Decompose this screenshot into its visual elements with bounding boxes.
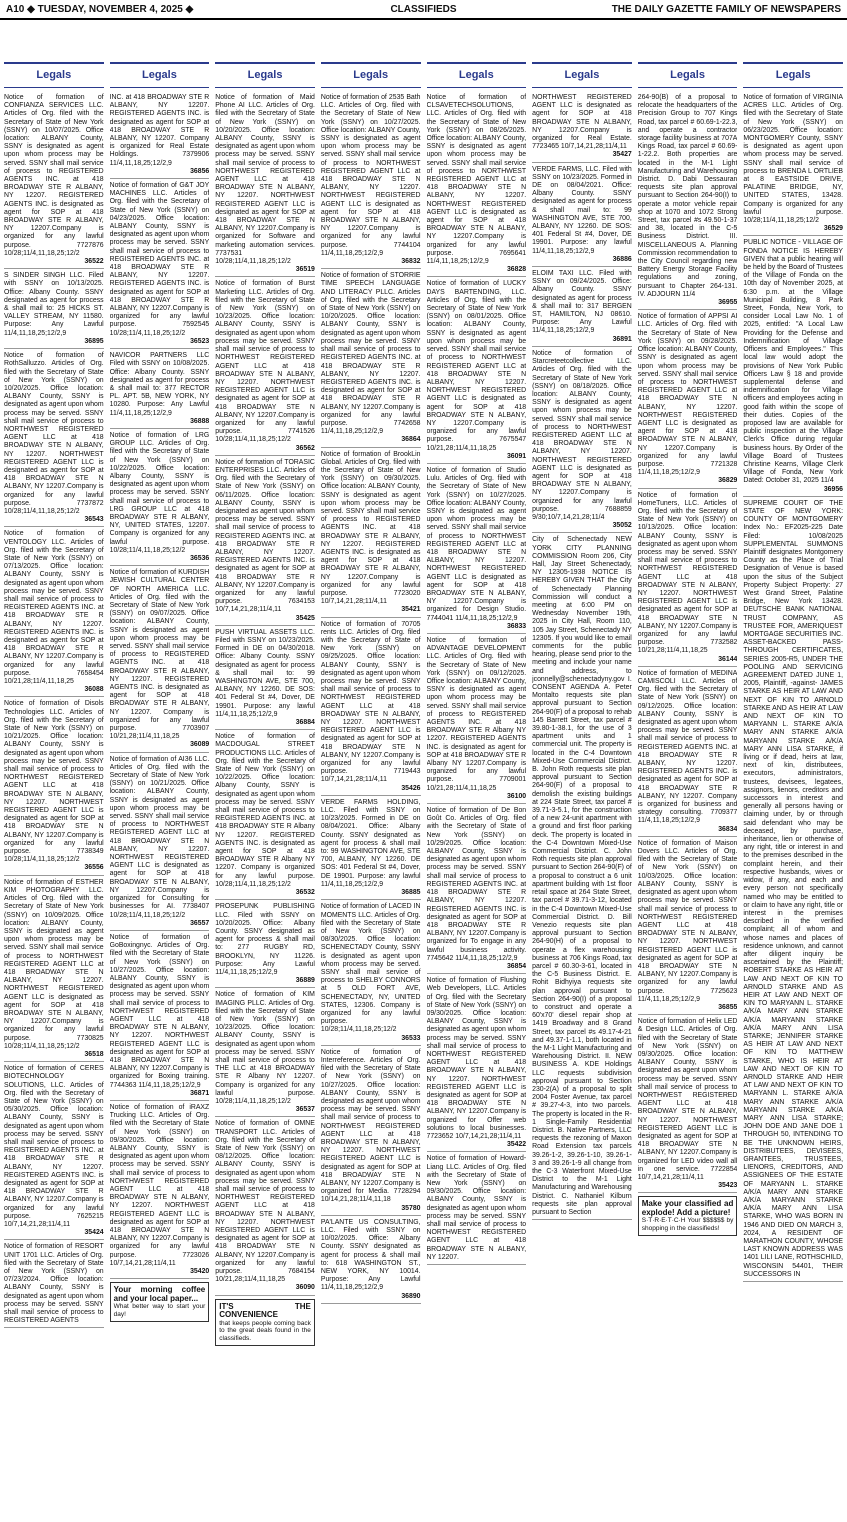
promo-ad-body: S·T·R·E·T·C·H Your $$$$$$ by shopping in the classifieds! xyxy=(641,1217,734,1232)
promo-ad-body: that keeps people coming back to the great deals found in the classifieds. xyxy=(219,1319,311,1342)
notice-text: Notice of formation of Burst Marketing LLC. Articles of Org. filed with the Secretary of State of New York (SSNY) on 10/23/2025. Office location: ALBANY County, SSNY is designated as agent upon whom process may be served. SSNY shall mail service of process to NORTHWEST REGISTERED AGENT LLC at 418 BROADWAY STE N ALBANY, NY 12207. NORTHWEST REGISTERED AGENT LLC is designated as agent for SOP at 418 BROADWAY STE N ALBANY, NY 12207.Company is organized for any lawful purpose. 7741526 10/28;11/4,11,18,25;12/2 xyxy=(215,280,315,444)
legal-notice xyxy=(427,467,527,634)
notice-text: Notice of formation of Flushing Web Developers, LLC. Articles of Org. filed with the Secretary of State of New York (SSNY) on 09/30/2025. Office location: ALBANY County, SSNY is designated as agent upon whom process may be served. SSNY shall mail service of process to NORTHWEST REGISTERED AGENT LLC at 418 BROADWAY STE N ALBANY, NY 12207. NORTHWEST REGISTERED AGENT LLC is designated as agent for SOP at 418 BROADWAY STE N ALBANY, NY 12207.Company is organized for Offer web solutions to local businesses. 7723652 10/7,14,21,28;11/4,11 xyxy=(426,977,527,1140)
notice-text: Notice of formation of RothSalluzzo. Articles of Org. filed with the Secretary of State of New York (SSNY) on 10/20/2025. Office location: ALBANY County, SSNY is designated as agent upon whom process may be served. SSNY shall mail service of process to NORTHWEST REGISTERED AGENT LLC at 418 BROADWAY STE N ALBANY, NY 12207. NORTHWEST REGISTERED AGENT LLC is designated as agent for SOP at 418 BROADWAY STE N ALBANY, NY 12207.Company is organized for any lawful purpose. 7737872 10/28;11/4,11,18,25;12/2 xyxy=(4,352,104,515)
legal-notice xyxy=(743,239,843,496)
notice-number: 35425 xyxy=(295,614,315,622)
notice-number: 36890 xyxy=(401,1292,421,1300)
notice-number: 36532 xyxy=(295,889,315,897)
legals-column xyxy=(110,58,210,1518)
legals-grid xyxy=(4,58,843,1518)
notice-text: Notice of formation of Disols Technologies LLC. Articles of Org. filed with the Secretary of State of New York (SSNY) on 10/21/2025. Office location: ALBANY County, SSNY is designated as agent upon whom process may be served. SSNY shall mail service of process to NORTHWEST REGISTERED AGENT LLC at 418 BROADWAY STE N ALBANY, NY 12207. NORTHWEST REGISTERED AGENT LLC is designated as agent for SOP at 418 BROADWAY STE N ALBANY, NY 12207.Company is organized for any lawful purpose. 7738349 10/28;11/4,11,18,25;12/2 xyxy=(4,700,104,864)
legal-notice xyxy=(215,1120,315,1295)
legal-notice xyxy=(4,1243,104,1328)
legal-notice xyxy=(427,637,527,804)
legals-column xyxy=(638,58,738,1518)
notice-number: 36829 xyxy=(718,477,738,485)
notice-number: 35422 xyxy=(506,1141,527,1149)
notice-text: NORTHWEST REGISTERED AGENT LLC is designated as agent for SOP at 418 BROADWAY STE N ALBANY, NY 12207.Company is organized for Real Estate. 7723465 10/7,14,21,28;11/4,11 xyxy=(532,94,632,151)
legal-notice xyxy=(532,350,632,533)
notice-number: 36557 xyxy=(190,919,210,927)
notice-text: INC. at 418 BROADWAY STE R ALBANY, NY 12207. REGISTERED AGENTS INC. is designated as agent for SOP at 418 BROADWAY STE R ALBANY, NY 12207. Company is organized for Real Estate Holdings. 7379906 11/4,11,18,25;12/2,9 xyxy=(109,94,210,167)
notice-text: Notice of formation of LUCKY DAYS BARTENDING, LLC. Articles of Org. filed with the Secretary of State of New York (SSNY) on 08/01/2025. Office location: ALBANY County, SSNY is designated as agent upon whom process may be served. SSNY shall mail service of process to NORTHWEST REGISTERED AGENT LLC at 418 BROADWAY STE N ALBANY, NY 12207. NORTHWEST REGISTERED AGENT LLC is designated as agent for SOP at 418 BROADWAY STE N ALBANY, NY 12207.Company is organized for any lawful purpose. 7675547 10/21,28;11/4,11,18,25 xyxy=(426,280,527,452)
page-folio: A10 ◆ TUESDAY, NOVEMBER 4, 2025 ◆ xyxy=(6,3,194,15)
legal-notice xyxy=(215,733,315,900)
notice-text: PUBLIC NOTICE - VILLAGE OF FONDA NOTICE IS HEREBY GIVEN that a public hearing will be held by the Board of Trustees of the Village of Fonda on the 10th day of November 2025, at 6:30 p.m. at the Village Municipal Building, 8 Park Street, Fonda, New York, to consider Local Law No. 1 of 2025, entitled: "A Local Law Providing for the Defense and Indemnification of Village Officers and Employees." This local law would adopt the provisions of New York Public Officers Law § 18 and provide supplemental defense and indemnification for Village officers and employees acting in good faith within the scope of their duties. Copies of the proposed law are available for public inspection at the Village Clerk's Office during regular business hours. By Order of the Village Board of Trustees Christine Kearns, Village Clerk Village of Fonda, New York Dated: October 31, 2025 11/4 xyxy=(743,239,843,485)
notice-number: 36523 xyxy=(190,337,210,345)
notice-number: 36533 xyxy=(401,1034,421,1042)
legals-label: Legals xyxy=(4,62,104,88)
notice-number: 36834 xyxy=(718,825,738,833)
notice-text: Notice of formation of GoBoxingnyc. Articles of Org. filed with the Secretary of State of New York (SSNY) on 10/27/2025. Office location: ALBANY County, SSNY is designated as agent upon whom process may be served. SSNY shall mail service of process to NORTHWEST REGISTERED AGENT LLC at 418 BROADWAY STE N ALBANY, NY 12207. NORTHWEST REGISTERED AGENT LLC is designated as agent for SOP at 418 BROADWAY STE N ALBANY, NY 12207.Company is organized for Boxing training. 7744363 11/4,11,18,25;12/2,9 xyxy=(109,933,210,1089)
notice-text: NAVICOR PARTNERS LLC Filed with SSNY on 10/08/2025. Office: Albany County. SSNY designated as agent for process & shall mail to: 377 RECTOR PL. APT. 5B, NEW YORK, NY 10280. Purpose: Any Lawful 11/4,11,18,25;12/2,9 xyxy=(109,352,210,417)
legal-notice xyxy=(215,991,315,1117)
notice-number: 35052 xyxy=(612,522,632,530)
notice-number: 36833 xyxy=(506,622,527,630)
notice-number: 36885 xyxy=(401,889,421,897)
notice-number: 36891 xyxy=(612,335,632,343)
notice-number: 36536 xyxy=(190,554,210,562)
notice-number: 36864 xyxy=(401,436,421,444)
notice-number: 36100 xyxy=(506,792,527,800)
notice-text: Notice of formation of OMNE TRANSPORT LLC. Articles of Org. filed with the Secretary of State of New York (SSNY) on 08/12/2025. Office location: ALBANY County, SSNY is designated as agent upon whom process may be served. SSNY shall mail service of process to NORTHWEST REGISTERED AGENT LLC at 418 BROADWAY STE N ALBANY, NY 12207. NORTHWEST REGISTERED AGENT LLC is designated as agent for SOP at 418 BROADWAY STE N ALBANY, NY 12207.Company is organized for any lawful purpose. 7684154 10/21,28;11/4,11,18,25 xyxy=(215,1120,315,1284)
legal-notice xyxy=(321,903,421,1045)
notice-text: PUSH VIRTUAL ASSETS LLC. Filed with SSNY on 10/23/2025. Formed in DE on 04/30/2018. Office: Albany County. SSNY designated as agent for process & shall mail to: 99 WASHINGTON AVE, STE 700, ALBANY, NY 12260. DE SOS: 401 Federal St #4, Dover, DE 19901. Purpose: any lawful 11/4,11,18,25;12/2,9 xyxy=(215,628,315,718)
notice-number: 36088 xyxy=(84,686,104,694)
notice-text: City of Schenectady NEW YORK CITY PLANNING COMMISSION Room 206, City Hall, Jay Street Schenectady, NY 12305-1938 NOTICE IS HEREBY GIVEN THAT the City of Schenectady Planning Commission will conduct a meeting at 6:00 PM on Wednesday November 19th, 2025 in City Hall, Room 110, 105 Jay Street, Schenectady NY 12305. If you would like to email comments for the public hearing, please send prior to the meeting and include your name and address, to jconnelly@schenectadyny.gov I. CONSENT AGENDA A. Peter Montalto requests site plan approval pursuant to Section 264-90(F) of a proposal to rehab 145 Barrett Street, tax parcel # 39.80-1-38.1, for the use of 3 apartment units and 1 commercial unit. The property is located in the C-4 Downtown Mixed-Use Commercial District. B. John Roth requests site plan approval pursuant to Section 264-90(F) of a proposal to demolish the existing buildings at 224 State Street, tax parcel # 39.71-3-5.1, for the construction of a new 24-unit apartment with a ground and first floor parking deck. The property is located in the C-4 Downtown Mixed-Use Commercial District. C. John Roth requests site plan approval pursuant to Section 264-90(F) of a proposal to construct a 6 unit apartment building with 1st floor retail space at 264 State Street, tax parcel # 39.71-3-12, located in the C-4 Downtown Mixed-Use Commercial District. D. Bill Venezio requests site plan approval pursuant to Section 264-90(H) of a proposal to operate a flex warehousing business at 706 Kings Road, tax parcel # 60.30-3-61, located in the C-5 Business District. E. Rohit Bidhyiya requests site plan approval pursuant to Section 264-90(I) of a proposal to construct and operate a 60'x70' diesel repair shop at 1419 Broadway and 8 Grand Street, tax parcel #s 49.17-4-21 and 49.37-1-1.1, both located in the M-1 Light Manufacturing and Warehousing District. II. NEW BUSINESS A. KDE Holdings LLC requests subdivision approval pursuant to Section 230-2(A) of a proposal to split 2004 Foster Avenue, tax parcel # 39.27-4-3, into two parcels. The property is located in the R-1 Single-Family Residential District. B. Native Partners, LLC requests the rezoning of Maxon Road Extension tax parcels 39.26-1-2, 39.26-1-10, 39.26-1-3 and 39.26-1-9 all change from the C-3 Waterfront Mixed-Use District to the M-1 Light Manufacturing and Warehousing District. C. Nathaniel Kilburn requests site plan approval pursuant to Section xyxy=(532,536,632,1217)
legal-notice xyxy=(427,807,527,974)
notice-number: 36089 xyxy=(190,741,210,749)
notice-text: Notice of formation of MEDINA CAMISCOLI LLC. Articles of Org. filed with the Secretary of State of New York (SSNY) on 09/12/2025. Office location: ALBANY County, SSNY is designated as agent upon whom process may be served. SSNY shall mail service of process to REGISTERED AGENTS INC. at 418 BROADWAY STE R ALBANY, NY 12207. REGISTERED AGENTS INC. is designated as agent for SOP at 418 BROADWAY STE R ALBANY, NY 12207. Company is organized for business and strategy consulting. 7709377 11/4,11,18,25;12/2,9 xyxy=(637,669,738,825)
legal-notice xyxy=(427,94,527,277)
notice-number: 36144 xyxy=(718,655,738,663)
publication-name: THE DAILY GAZETTE FAMILY OF NEWSPAPERS xyxy=(611,3,841,15)
notice-number: 35421 xyxy=(401,606,421,614)
notice-number: 36889 xyxy=(295,977,315,985)
notice-text: Notice of formation of iRAXZ Trucking LLC. Articles of Org. filed with the Secretary of State of New York (SSNY) on 09/30/2025. Office location: ALBANY County, SSNY is designated as agent upon whom process may be served. SSNY shall mail service of process to NORTHWEST REGISTERED AGENT LLC at 418 BROADWAY STE N ALBANY, NY 12207. NORTHWEST REGISTERED AGENT LLC is designated as agent for SOP at 418 BROADWAY STE N ALBANY, NY 12207.Company is organized for any lawful purpose. 7723026 10/7,14,21,28;11/4,11 xyxy=(109,1103,210,1267)
notice-text: Notice of formation of G&T JOY MACHINES LLC. Articles of Org. filed with the Secretary of State of New York (SSNY) on 04/23/2025. Office location: ALBANY County, SSNY is designated as agent upon whom process may be served. SSNY shall mail service of process to REGISTERED AGENTS INC. at 418 BROADWAY STE R ALBANY, NY 12207. REGISTERED AGENTS INC. is designated as agent for SOP at 418 BROADWAY STE R ALBANY, NY 12207.Company is organized for any lawful purpose. 7592545 10/28;11/4,11,18,25;12/2 xyxy=(109,182,210,337)
legal-notice xyxy=(321,621,421,796)
notice-text: Notice of formation of LACED IN MOMENTS LLC. Articles of Org. filed with the Secretary of State of New York (SSNY) on 08/30/2025. Office location: SCHENECTADY County, SSNY is designated as agent upon whom process may be served. SSNY shall mail service of process to SHELBY CONNORS at 5 OLD FORT AVE, SCHENECTADY, NY, UNITED STATES, 12306. Company is organized for any lawful purpose. 10/28;11/4,11,18,25;12/2 xyxy=(320,903,421,1034)
notice-text: Notice of formation of Starcreteetcollective LLC. Articles of Org. filed with the Secretary of State of New York (SSNY) on 08/18/2025. Office location: ALBANY County, SSNY is designated as agent upon whom process may be served. SSNY shall mail service of process to NORTHWEST REGISTERED AGENT LLC at 418 BROADWAY STE N ALBANY, NY 12207. NORTHWEST REGISTERED AGENT LLC is designated as agent for SOP at 418 BROADWAY STE N ALBANY, NY 12207.Company is organized for any lawful purpose. 7688859 9/30;10/7,14,21,28;11/4 xyxy=(532,349,632,521)
promo-ad-body: What better way to start your day! xyxy=(113,1303,206,1318)
legals-column xyxy=(321,58,421,1518)
notice-text: Notice of formation of Interreference. Articles of Org. filed with the Secretary of State of New York (SSNY) on 10/27/2025. Office location: ALBANY County, SSNY is designated as agent upon whom process may be served. SSNY shall mail service of process to NORTHWEST REGISTERED AGENT LLC at 418 BROADWAY STE N ALBANY, NY 12207. NORTHWEST REGISTERED AGENT LLC is designated as agent for SOP at 418 BROADWAY STE N ALBANY, NY 12207.Company is organized for Media. 7728294 10/14,21,28;11/4,11,18 xyxy=(320,1048,421,1204)
promo-ad xyxy=(638,1196,738,1236)
notice-text: Notice of formation of 70705 rents LLC. Articles of Org. filed with the Secretary of State of New York (SSNY) on 09/25/2025. Office location: ALBANY County, SSNY is designated as agent upon whom process may be served. SSNY shall mail service of process to NORTHWEST REGISTERED AGENT LLC at 418 BROADWAY STE N ALBANY, NY 12207. NORTHWEST REGISTERED AGENT LLC is designated as agent for SOP at 418 BROADWAY STE N ALBANY, NY 12207.Company is organized for any lawful purpose. 7719443 10/7,14,21,28;11/4,11 xyxy=(320,620,421,784)
notice-number: 36955 xyxy=(718,299,738,307)
legal-notice xyxy=(427,1155,527,1265)
notice-number: 36828 xyxy=(506,266,527,274)
legals-label: Legals xyxy=(215,62,315,88)
legal-notice xyxy=(321,1049,421,1216)
notice-text: ELOIM TAXI LLC. Filed with SSNY on 09/24/2025. Office: Albany County. SSNY designated as agent for process & shall mail to: 317 BERGEN ST, HAMILTON, NJ 08610. Purpose: Any Lawful 11/4,11,18,25;12/2,9 xyxy=(532,270,632,335)
legal-notice xyxy=(532,536,632,1220)
notice-text: Notice of formation of Maison Dovers LLC. Articles of Org. filed with the Secretary of State of New York (SSNY) on 10/03/2025. Office location: ALBANY County, SSNY is designated as agent upon whom process may be served. SSNY shall mail service of process to NORTHWEST REGISTERED AGENT LLC at 418 BROADWAY STE N ALBANY, NY 12207. NORTHWEST REGISTERED AGENT LLC is designated as agent for SOP at 418 BROADWAY STE N ALBANY, NY 12207.Company is organized for any lawful purpose. 7725623 11/4,11,18,25;12/2,9 xyxy=(637,839,738,1003)
legal-notice xyxy=(638,492,738,667)
notice-text: Notice of formation of VENTOLOGY LLC. Articles of Org. filed with the Secretary of State of New York (SSNY) on 07/13/2025. Office location: ALBANY County, SSNY is designated as agent upon whom process may be served. SSNY shall mail service of process to REGISTERED AGENTS INC. at 418 BROADWAY STE R ALBANY, NY 12207. REGISTERED AGENTS INC. is designated as agent for SOP at 418 BROADWAY STE R ALBANY, NY 12207.Company is organized for any lawful purpose. 7658454 10/21,28;11/4,11,18,25 xyxy=(4,530,104,686)
notice-text: Notice of formation of 2535 Bath LLC. Articles of Org. filed with the Secretary of State of New York (SSNY) on 10/27/2025. Office location: ALBANY County, SSNY is designated as agent upon whom process may be served. SSNY shall mail service of process to NORTHWEST REGISTERED AGENT LLC at 418 BROADWAY STE N ALBANY, NY 12207. NORTHWEST REGISTERED AGENT LLC is designated as agent for SOP at 418 BROADWAY STE N ALBANY, NY 12207.Company is organized for any lawful purpose. 7744104 11/4,11,18,25;12/2,9 xyxy=(320,94,421,257)
legal-notice xyxy=(215,629,315,730)
legal-notice xyxy=(110,756,210,931)
notice-number: 35427 xyxy=(612,151,632,159)
notice-text: Notice of formation of CONFIANZA SERVICES LLC. Articles of Org. filed with the Secretary of State of New York (SSNY) on 10/07/2025. Office location: ALBANY County, SSNY is designated as agent upon whom process may be served. SSNY shall mail service of process to REGISTERED AGENTS INC. at 418 BROADWAY STE R ALBANY, NY 12207. REGISTERED AGENTS INC. is designated as agent for SOP at 418 BROADWAY STE R ALBANY, NY 12207.Company is organized for any lawful purpose. 7727876 10/28;11/4,11,18,25;12/2 xyxy=(4,94,104,257)
legal-notice xyxy=(638,313,738,488)
promo-ad-title: Your morning coffee and your local paper... xyxy=(113,1285,206,1303)
notice-text: Notice of formation of STORRIE TIME SPEECH LANGUAGE AND LITERACY PLLC. Articles of Org. filed with the Secretary of State of New York (SSNY) on 10/20/2025. Office location: ALBANY County, SSNY is designated as agent upon whom process may be served. SSNY shall mail service of process to REGISTERED AGENTS INC. at 418 BROADWAY STE R ALBANY, NY 12207. REGISTERED AGENTS INC. is designated as agent for SOP at 418 BROADWAY STE R ALBANY, NY 12207.Company is organized for any lawful purpose. 7742658 11/4,11,18,25;12/2,9 xyxy=(320,272,421,436)
notice-number: 35780 xyxy=(401,1204,421,1212)
notice-number: 36856 xyxy=(190,167,210,175)
notice-text: PA'LANTE US CONSULTING, LLC. Filed with SSNY on 10/02/2025. Office: Albany County. SSNY designated as agent for process & shall mail to: 618 WASHINGTON ST., NEW YORK, NY 10014. Purpose: Any Lawful 11/4,11,18,25;12/2,9 xyxy=(320,1218,421,1292)
notice-number: 36888 xyxy=(190,417,210,425)
notice-text: Notice of formation of APPSI AI LLC. Articles of Org. filed with the Secretary of State of New York (SSNY) on 09/28/2025. Office location: ALBANY County, SSNY is designated as agent upon whom process may be served. SSNY shall mail service of process to NORTHWEST REGISTERED AGENT LLC at 418 BROADWAY STE N ALBANY, NY 12207. NORTHWEST REGISTERED AGENT LLC is designated as agent for SOP at 418 BROADWAY STE N ALBANY, NY 12207.Company is organized for any lawful purpose. 7721328 11/4,11,18,25;12/2,9 xyxy=(637,313,738,477)
legals-label: Legals xyxy=(638,62,738,88)
notice-text: Notice of formation of KIM IMAGING PLLC. Articles of Org. filed with the Secretary of State of New York (SSNY) on 10/23/2025. Office location: ALBANY County, SSNY is designated as agent upon whom process may be served. SSNY shall mail service of process to THE LLC at 418 BROADWAY STE R Albany NY 12207. Company is organized for any lawful purpose. 10/28;11/4,11,18,25;12/2 xyxy=(215,991,315,1105)
legals-column xyxy=(743,58,843,1518)
promo-ad xyxy=(215,1299,315,1347)
legal-notice xyxy=(743,500,843,1282)
legals-column xyxy=(4,58,104,1518)
notice-number: 36562 xyxy=(295,444,315,452)
notice-number: 36871 xyxy=(190,1089,210,1097)
legals-label: Legals xyxy=(321,62,421,88)
notice-text: Notice of formation of RESORT UNIT 1701 LLC. Articles of Org. filed with the Secretary of State of New York (SSNY) on 07/23/2024. Office location: ALBANY County, SSNY is designated as agent upon whom process may be served. SSNY shall mail service of process to REGISTERED AGENTS xyxy=(4,1243,104,1325)
notice-text: VERDE FARMS HOLDING, LLC. Filed with SSNY on 10/23/2025. Formed in DE on 08/04/2021. Office: Albany County. SSNY designated as agent for process & shall mail to: 99 WASHINGTON AVE, STE 700, ALBANY, NY 12260. DE SOS: 401 Federal St #4, Dover, DE 19901. Purpose: any lawful 11/4,11,18,25;12/2,9 xyxy=(320,798,421,888)
notice-text: Notice of formation of ADVANTAGE DEVELOPMENT LLC. Articles of Org. filed with the Secretary of State of New York (SSNY) on 09/12/2025. Office location: ALBANY County, SSNY is designated as agent upon whom process may be served. SSNY shall mail service of process to REGISTERED AGENTS INC. at 418 BROADWAY STE R Albany NY 12207. REGISTERED AGENTS INC. is designated as agent for SOP at 418 BROADWAY STE R Albany NY 12207.Company is organized for any lawful purpose. 7709001 10/21,28;11/4,11,18,25 xyxy=(426,637,527,792)
notice-number: 36522 xyxy=(84,258,104,266)
legal-notice xyxy=(110,432,210,566)
notice-number: 36518 xyxy=(84,1050,104,1058)
legal-notice xyxy=(110,569,210,752)
notice-number: 35420 xyxy=(190,1268,210,1276)
notice-text: VERDE FARMS, LLC. Filed with SSNY on 10/23/2025. Formed in DE on 08/04/2021. Office: Albany County. SSNY designated as agent for process & shall mail to: 99 WASHINGTON AVE, STE 700, ALBANY, NY 12260. DE SOS: 401 Federal St #4, Dover, DE 19901. Purpose: any lawful 11/4,11,18,25;12/2,9 xyxy=(532,165,632,255)
legals-label: Legals xyxy=(532,62,632,88)
notice-text: Notice of formation of VIRGINIA ACRES LLC. Articles of Org. filed with the Secretary of State of New York (SSNY) on 06/23/2025. Office location: MONTGOMERY County, SSNY is designated as agent upon whom process may be served. SSNY shall mail service of process to BRENDA L ORTLIEB at 8 EASTSIDE DRIVE, PALATINE BRIDGE, NY, UNITED STATES, 13428. Company is organized for any lawful purpose. 10/28;11/4,11,18,25;12/2 xyxy=(743,94,843,225)
legal-notice xyxy=(4,1065,104,1240)
notice-text: Notice of formation of TORASIC ENTERPRISES LLC. Articles of Org. filed with the Secretary of State of New York (SSNY) on 06/11/2025. Office location: ALBANY County, SSNY is designated as agent upon whom process may be served. SSNY shall mail service of process to REGISTERED AGENTS INC. at 418 BROADWAY STE R ALBANY, NY 12207. REGISTERED AGENTS INC. is designated as agent for SOP at 418 BROADWAY STE R ALBANY, NY 12207.Company is organized for any lawful purpose. 7634153 10/7,14,21,28;11/4,11 xyxy=(215,458,315,614)
legal-notice xyxy=(4,700,104,875)
notice-text: 264-90(B) of a proposal to relocate the headquarters of the Precision Group to 707 Kings Road, tax parcel # 60.69-1-22.3, and operate a contractor storage facility business at 707A Kings Road, tax parcel # 60.69-1-22.2. Both properties are located in the M-1 Light Manufacturing and Warehousing District. D. Dabi Dessauran requests site plan approval pursuant to Section 264-90(I) to operate a motor vehicle repair shop at 1070 and 1072 Strong Street, tax parcel #s 49.50-1-37 and 38, located in the C-5 Business District. III. MISCELLANEOUS A. Planning Commission recommendation to the City Council regarding new Battery Energy Storage Facility regulations and zoning, pursuant to Chapter 264-131. IV. ADJOURN 11/4 xyxy=(637,94,738,298)
notice-text: Notice of formation of KURDISH JEWISH CULTURAL CENTER OF NORTH AMERICA LLC. Articles of Org. filed with the Secretary of State of New York (SSNY) on 09/07/2025. Office location: ALBANY County, SSNY is designated as agent upon whom process may be served. SSNY shall mail service of process to REGISTERED AGENTS INC. at 418 BROADWAY STE R ALBANY, NY 12207. REGISTERED AGENTS INC. is designated as agent for SOP at 418 BROADWAY STE R ALBANY, NY 12207. Company is organized for any lawful purpose. 7703907 10/21,28;11/4,11,18,25 xyxy=(109,569,210,741)
notice-number: 36886 xyxy=(612,255,632,263)
legal-notice xyxy=(321,799,421,900)
legal-notice xyxy=(215,280,315,455)
notice-text: Notice of formation of MACDOUGAL STREET PRODUCTIONS LLC. Articles of Org. filed with the Secretary of State of New York (SSNY) on 10/22/2025. Office location: Albany County, SSNY is designated as agent upon whom process may be served. SSNY shall mail service of process to REGISTERED AGENTS INC. at 418 BROADWAY STE R Albany NY 12207. REGISTERED AGENTS INC. is designated as agent for SOP at 418 BROADWAY STE R Albany NY 12207. Company is organized for any lawful purpose. 10/28;11/4,11,18,25;12/2 xyxy=(215,733,315,888)
legal-notice xyxy=(110,934,210,1101)
legal-notice xyxy=(110,94,210,179)
legal-notice xyxy=(110,352,210,429)
notice-text: Notice of formation of ESTHER KIM PHOTOGRAPHY LLC. Articles of Org. filed with the Secretary of State of New York (SSNY) on 10/09/2025. Office location: ALBANY County, SSNY is designated as agent upon whom process may be served. SSNY shall mail service of process to NORTHWEST REGISTERED AGENT LLC at 418 BROADWAY STE N ALBANY, NY 12207. NORTHWEST REGISTERED AGENT LLC is designated as agent for SOP at 418 BROADWAY STE N ALBANY, NY 12207.Company is organized for any lawful purpose. 7730825 10/28;11/4,11,18,25;12/2 xyxy=(4,878,104,1050)
legal-notice xyxy=(4,352,104,527)
legal-notice xyxy=(638,670,738,837)
notice-text: Notice of formation of Maid Phone AI LLC. Articles of Org. filed with the Secretary of State of New York (SSNY) on 10/20/2025. Office location: ALBANY County, SSNY is designated as agent upon whom process may be served. SSNY shall mail service of process to NORTHWEST REGISTERED AGENT LLC at 418 BROADWAY STE N ALBANY, NY 12207. NORTHWEST REGISTERED AGENT LLC is designated as agent for SOP at 418 BROADWAY STE N ALBANY, NY 12207.Company is organized for Software and marketing automation services. 7737531 10/28;11/4,11,18,25;12/2 xyxy=(215,94,315,266)
legals-column xyxy=(427,58,527,1518)
section-title: CLASSIFIEDS xyxy=(390,3,457,15)
legal-notice xyxy=(532,166,632,267)
notice-text: Notice of formation of Howard-Liang LLC. Articles of Org. filed with the Secretary of State of New York (SSNY) on 09/30/2025. Office location: ALBANY County, SSNY is designated as agent upon whom process may be served. SSNY shall mail service of process to NORTHWEST REGISTERED AGENT LLC at 418 BROADWAY STE N ALBANY, NY 12207. xyxy=(426,1155,527,1261)
legal-notice xyxy=(110,182,210,349)
promo-ad xyxy=(110,1282,210,1322)
notice-text: PROSEPUNK PUBLISHING LLC. Filed with SSNY on 10/20/2025. Office: Albany County. SSNY designated as agent for process & shall mail to: 277 RUGBY RD, BROOKLYN, NY 11226. Purpose: Any Lawful 11/4,11,18,25;12/2,9 xyxy=(215,903,315,976)
notice-number: 36543 xyxy=(84,516,104,524)
notice-number: 36884 xyxy=(295,719,315,727)
legals-column xyxy=(532,58,632,1518)
notice-number: 36091 xyxy=(506,452,527,460)
legal-notice xyxy=(321,94,421,269)
notice-text: Notice of formation of De Bon Goût Co. Articles of Org. filed with the Secretary of State of New York (SSNY) on 10/29/2025. Office location: ALBANY County, SSNY is designated as agent upon whom process may be served. SSNY shall mail service of process to REGISTERED AGENTS INC. at 418 BROADWAY STE R ALBANY, NY 12207. REGISTERED AGENTS INC. is designated as agent for SOP at 418 BROADWAY STE R ALBANY, NY 12207.Company is organized for To engage in any lawful business activity. 7745642 11/4,11,18,25;12/2,9 xyxy=(426,807,527,962)
notice-number: 36854 xyxy=(506,962,527,970)
notice-number: 36090 xyxy=(295,1284,315,1292)
legals-column xyxy=(215,58,315,1518)
legal-notice xyxy=(4,94,104,269)
notice-text: Notice of formation of Helix LED & Design LLC. Articles of Org. filed with the Secretary of State of New York (SSNY) on 09/30/2025. Office location: ALBANY County, SSNY is designated as agent upon whom process may be served. SSNY shall mail service of process to NORTHWEST REGISTERED AGENT LLC at 418 BROADWAY STE N ALBANY, NY 12207. NORTHWEST REGISTERED AGENT LLC is designated as agent for SOP at 418 BROADWAY STE N ALBANY, NY 12207.Company is organized for LED video wall all in one service. 7722854 10/7,14,21,28;11/4,11 xyxy=(637,1018,738,1181)
legal-notice xyxy=(638,1018,738,1193)
legals-label: Legals xyxy=(743,62,843,88)
legal-notice xyxy=(110,1104,210,1279)
notice-number: 36895 xyxy=(84,337,104,345)
promo-ad-title: IT'S THE CONVENIENCE xyxy=(219,1301,311,1320)
legal-notice xyxy=(321,451,421,618)
notice-text: Notice of formation of BrookLin Global. Articles of Org. filed with the Secretary of State of New York (SSNY) on 09/30/2025. Office location: ALBANY County, SSNY is designated as agent upon whom process may be served. SSNY shall mail service of process to REGISTERED AGENTS INC. at 418 BROADWAY STE R ALBANY, NY 12207. REGISTERED AGENTS INC. is designated as agent for SOP at 418 BROADWAY STE R ALBANY, NY 12207.Company is organized for any lawful purpose. 7723020 10/7,14,21,28;11/4,11 xyxy=(320,450,421,606)
legal-notice xyxy=(4,272,104,349)
notice-text: Notice of formation of CERES BIOTECHNOLOGY SOLUTIONS, LLC. Articles of Org. filed with the Secretary of State of New York (SSNY) on 05/30/2025. Office location: ALBANY County, SSNY is designated as agent upon whom process may be served. SSNY shall mail service of process to REGISTERED AGENTS INC. at 418 BROADWAY STE R ALBANY, NY 12207. REGISTERED AGENTS INC. is designated as agent for SOP at 418 BROADWAY STE R ALBANY, NY 12207.Company is organized for any lawful purpose. 7625215 10/7,14,21,28;11/4,11 xyxy=(4,1065,104,1229)
legals-label: Legals xyxy=(427,62,527,88)
legal-notice xyxy=(532,270,632,347)
legal-notice xyxy=(427,977,527,1152)
notice-number: 36537 xyxy=(295,1106,315,1114)
legal-notice xyxy=(215,94,315,277)
legals-label: Legals xyxy=(110,62,210,88)
legal-notice xyxy=(321,1219,421,1304)
legal-notice xyxy=(743,94,843,236)
notice-text: Notice of formation of CLSAVETECHSOLUTIONS, LLC. Articles of Org. filed with the Secretary of State of New York (SSNY) on 08/26/2025. Office location: ALBANY County, SSNY is designated as agent upon whom process may be served. SSNY shall mail service of process to NORTHWEST REGISTERED AGENT LLC at 418 BROADWAY STE N ALBANY, NY 12207. NORTHWEST REGISTERED AGENT LLC is designated as agent for SOP at 418 BROADWAY STE N ALBANY, NY 12207.Company is organized for any lawful purpose. 7695641 11/4,11,18,25;12/2,9 xyxy=(426,94,527,266)
notice-number: 35424 xyxy=(84,1229,104,1237)
promo-ad-title: Make your classified ad explode! Add a picture! xyxy=(641,1199,734,1217)
notice-number: 36519 xyxy=(295,266,315,274)
legal-notice xyxy=(215,903,315,988)
notice-number: 36556 xyxy=(84,864,104,872)
notice-text: S SINDER SINGH LLC. Filed with SSNY on 10/13/2025. Office: Albany County. SSNY designated as agent for process & shall mail to: 25 HICKS ST. VALLEY STREAM, NY 11580. Purpose: Any Lawful 11/4,11,18,25;12/2,9 xyxy=(4,272,104,337)
notice-text: SUPREME COURT OF THE STATE OF NEW YORK: COUNTY OF MONTGOMERY Index No.: EF2025-225 Date Filed: 10/08/2025 SUPPLEMENTAL SUMMONS Plaintiff designates Montgomery County as the Place of Trial Designation of Venue is based upon the situs of the Subject Property Subject Property: 27 West Grand Street, Palatine Bridge, New York 13428. DEUTSCHE BANK NATIONAL TRUST COMPANY, AS TRUSTEE FOR, AMERIQUEST MORTGAGE SECURITIES INC. ASSET-BACKED PASS-THROUGH CERTIFICATES, SERIES 2005-R5, UNDER THE POOLING AND SERVICING AGREEMENT DATED JUNE 1, 2005, Plaintiff, -against- JAMES STARKE AS HEIR AT LAW AND NEXT OF KIN TO ARNOLD STARKE AND AS HEIR AT LAW AND NEXT OF KIN TO MARYANN L. STARKE A/K/A MARY ANN STARKE A/K/A MARYANN STARKE A/K/A MARY ANN LISA STARKE, if living or if dead, heirs at law, next of kin, distributees, executors, administrators, trustees, devisees, legatees, assignors, lienors, creditors and successors in interest and generally all persons having or claiming under, by or through said defendant who may be deceased, by purchase, inheritance, lien or otherwise of any right, title or interest in and to the premises described in the complaint herein, and their respective husbands, wives or widow, if any, and each and every person not specifically named who may be entitled to or claim to have any right, title or interest in the premises described in the verified complaint; all of whom and whose names and places of residence unknown, and cannot after diligent inquiry be ascertained by the Plaintiff; ROBERT STARKE AS HEIR AT LAW AND NEXT OF KIN TO ARNOLD STARKE AND AS HEIR AT LAW AND NEXT OF KIN TO MARYANN L. STARKE A/K/A MARY ANN STARKE A/K/A MARYANN STARKE A/K/A MARY ANN LISA STARKE; JENNIFER STARKE AS HEIR AT LAW AND NEXT OF KIN TO MATTHEW STARKE, WHO IS HEIR AT LAW AND NEXT OF KIN TO ARNOLD STARKE AND HEIR AT LAW AND NEXT OF KIN TO MARYANN L. STARKE A/K/A MARY ANN STARKE A/K/A MARYANN STARKE A/K/A MARY ANN LISA STARKE; JOHN DOE AND JANE DOE 1 THROUGH 50, INTENDING TO BE THE UNKNOWN HEIRS, DISTRIBUTEES, DEVISEES, GRANTEES, TRUSTEES, LIENORS, CREDITORS, AND ASSIGNEES OF THE ESTATE OF MARYANN L. STARKE A/K/A MARY ANN STARKE A/K/A MARYANN STARKE A/K/A MARY ANN LISA STARKE, WHO WAS BORN IN 1946 AND DIED ON MARCH 3, 2024, A RESIDENT OF MARATHON COUNTY, WHOSE LAST KNOWN ADDRESS WAS 1401 LILI LANE, ROTHSCHILD, WISCONSIN 54401, THEIR SUCCESSORS IN xyxy=(743,499,843,1278)
page-header xyxy=(0,0,847,20)
legal-notice xyxy=(215,459,315,626)
notice-number: 36956 xyxy=(823,485,843,493)
notice-text: Notice of formation of HomeTuners, LLC. Articles of Org. filed with the Secretary of State of New York (SSNY) on 10/13/2025. Office location: ALBANY County, SSNY is designated as agent upon whom process may be served. SSNY shall mail service of process to NORTHWEST REGISTERED AGENT LLC at 418 BROADWAY STE N ALBANY, NY 12207. NORTHWEST REGISTERED AGENT LLC is designated as agent for SOP at 418 BROADWAY STE N ALBANY, NY 12207.Company is organized for any lawful purpose. 7732582 10/21,28;11/4,11,18,25 xyxy=(637,491,738,655)
notice-text: Notice of formation of AI36 LLC. Articles of Org. filed with the Secretary of State of New York (SSNY) on 10/21/2025. Office location: ALBANY County, SSNY is designated as agent upon whom process may be served. SSNY shall mail service of process to NORTHWEST REGISTERED AGENT LLC at 418 BROADWAY STE N ALBANY, NY 12207. NORTHWEST REGISTERED AGENT LLC is designated as agent for SOP at 418 BROADWAY STE N ALBANY, NY 12207.Company is organized for Consulting for businesses for AI. 7738407 10/28;11/4,11,18,25;12/2 xyxy=(109,755,210,919)
notice-number: 36855 xyxy=(718,1003,738,1011)
notice-number: 36529 xyxy=(823,225,843,233)
notice-number: 35426 xyxy=(401,784,421,792)
notice-text: Notice of formation of LRG GROUP LLC. Articles of Org. filed with the Secretary of State of New York (SSNY) on 10/22/2025. Office location: Albany County, SSNY is designated as agent upon whom process may be served. SSNY shall mail service of process to LRG GROUP LLC at 418 BROADWAY STE R ALBANY, NY, UNITED STATES, 12207. Company is organized for any lawful purpose. 10/28;11/4,11,18,25;12/2 xyxy=(109,431,210,554)
legal-notice xyxy=(4,530,104,697)
legal-notice xyxy=(638,840,738,1015)
legal-notice xyxy=(4,879,104,1062)
legal-notice xyxy=(321,272,421,447)
legal-notice xyxy=(427,280,527,463)
notice-number: 36832 xyxy=(401,258,421,266)
legal-notice xyxy=(638,94,738,310)
notice-text: Notice of formation of Studio Lulu. Articles of Org. filed with the Secretary of State of New York (SSNY) on 10/27/2025. Office location: ALBANY County, SSNY is designated as agent upon whom process may be served. SSNY shall mail service of process to NORTHWEST REGISTERED AGENT LLC at 418 BROADWAY STE N ALBANY, NY 12207. NORTHWEST REGISTERED AGENT LLC is designated as agent for SOP at 418 BROADWAY STE N ALBANY, NY 12207.Company is organized for Design Studio. 7744041 11/4,11,18,25;12/2,9 xyxy=(426,466,527,622)
legal-notice xyxy=(532,94,632,163)
notice-number: 35423 xyxy=(718,1182,738,1190)
